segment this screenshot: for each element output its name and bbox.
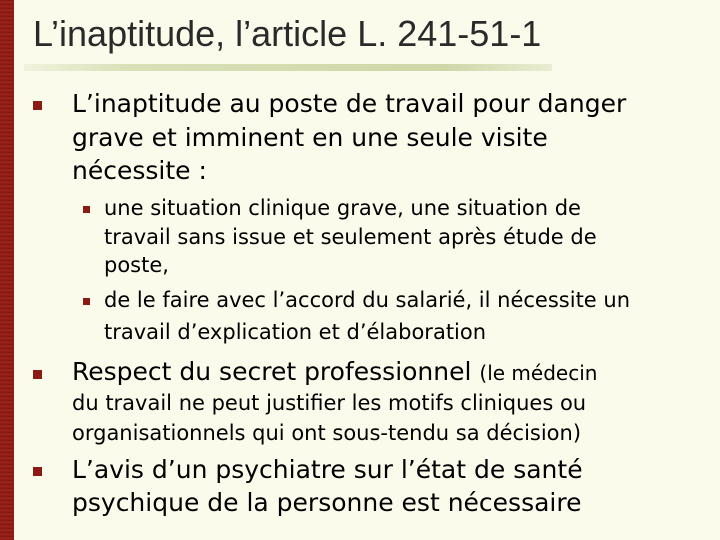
- bullet2-paren-start: (le médecin: [479, 361, 598, 385]
- bullet3-line2: psychique de la personne est nécessaire: [72, 488, 582, 517]
- bullet1-line2: grave et imminent en une seule visite: [72, 123, 548, 152]
- bullet2-line2: du travail ne peut justifier les motifs cliniques ou: [72, 391, 587, 415]
- sub1-line1: une situation clinique grave, une situation de: [104, 196, 581, 220]
- sub2-line2: travail d’explication et d’élaboration: [104, 320, 487, 344]
- bullet2-line1: [72, 356, 597, 389]
- title-underline: [24, 64, 552, 71]
- bullet2-line3: organisationnels qui ont sous-tendu sa décision): [72, 421, 582, 445]
- sub1-line2: travail sans issue et seulement après étude de: [104, 225, 597, 249]
- bullet-square-icon: [33, 467, 42, 476]
- bullet3-line1: L’avis d’un psychiatre sur l’état de santé: [72, 455, 583, 484]
- slide-title: L’inaptitude, l’article L. 241-51-1: [33, 13, 542, 54]
- sub2-line1: de le faire avec l’accord du salarié, il nécessite un: [104, 288, 631, 312]
- left-decorative-band: [0, 0, 14, 540]
- bullet1-line1: L’inaptitude au poste de travail pour danger: [72, 89, 627, 118]
- sub-bullet-square-icon: [83, 298, 90, 305]
- bullet-square-icon: [33, 101, 42, 110]
- bullet-square-icon: [33, 370, 42, 379]
- bullet2-main-text: Respect du secret professionnel: [72, 357, 480, 386]
- bullet1-line3: nécessite :: [72, 156, 207, 185]
- sub-bullet-square-icon: [83, 206, 90, 213]
- sub1-line3: poste,: [104, 253, 169, 277]
